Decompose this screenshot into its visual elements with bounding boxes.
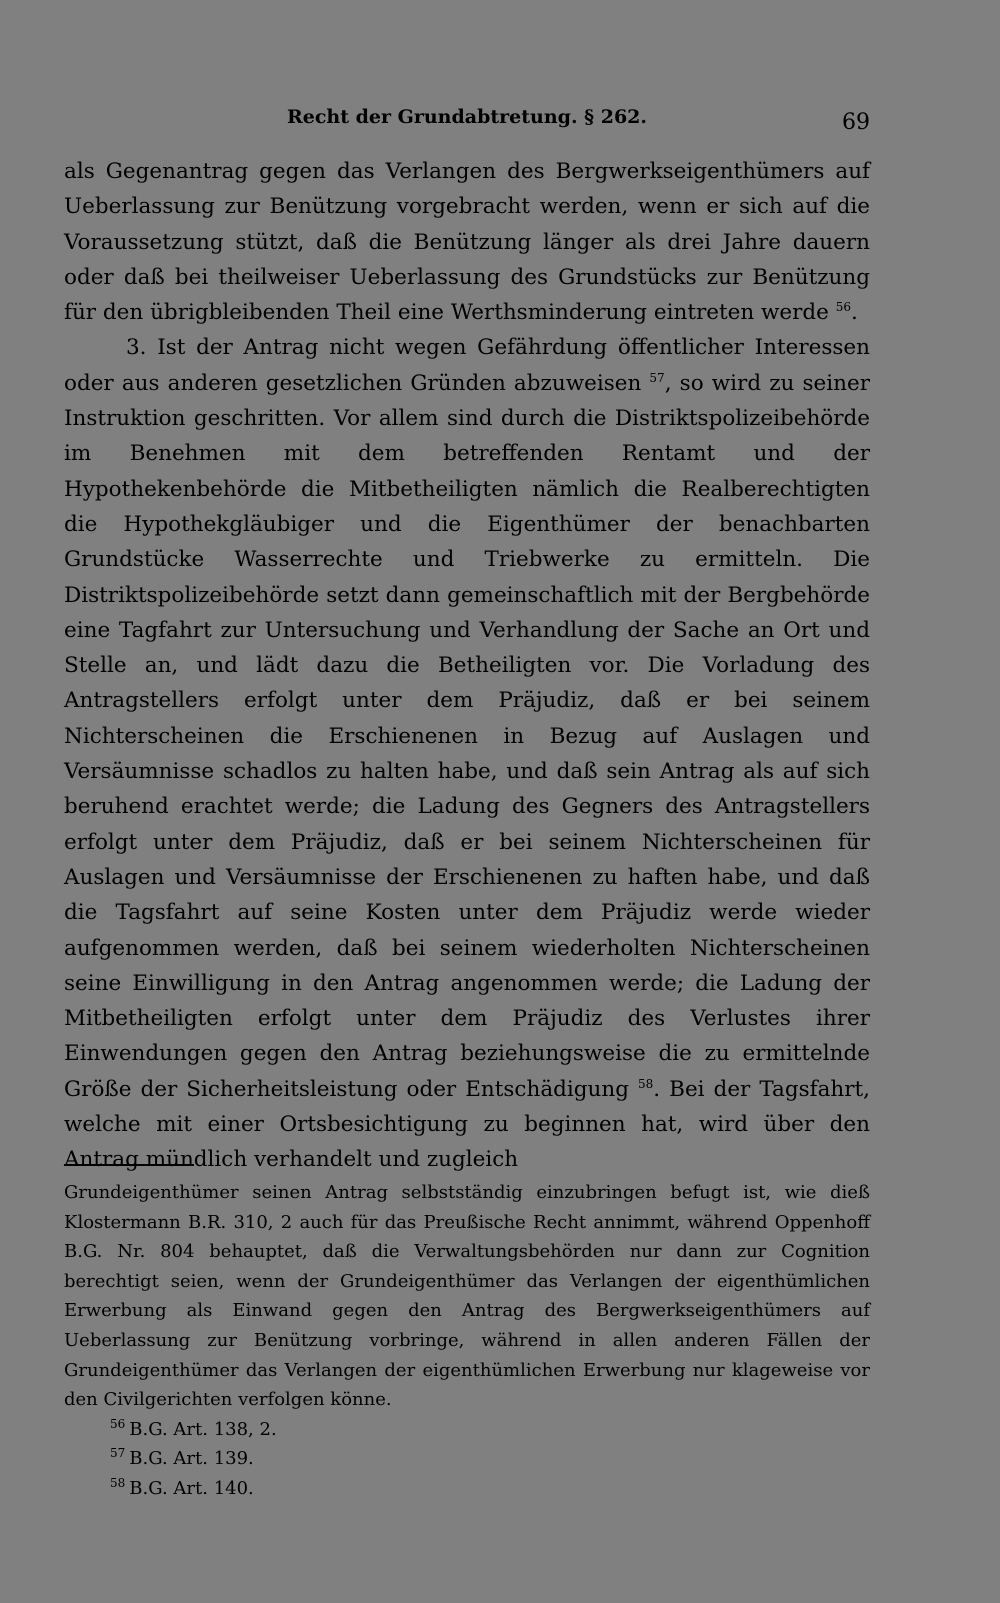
- footnote-number: 57: [110, 1446, 126, 1461]
- footnote-56: [64, 1415, 870, 1445]
- paragraph-2-text-c: . Bei der Tagsfahrt, welche mit einer Ortsbesichtigung zu beginnen hat, wird über den Antrag mündlich verhandelt und zugleich: [64, 1076, 870, 1173]
- paragraph-2-text-a: 3. Ist der Antrag nicht wegen Gefährdung öffentlicher Interessen oder aus anderen gesetzlichen Gründen abzuweisen: [64, 335, 870, 396]
- footnote-58: [64, 1474, 870, 1504]
- footnote-57: [64, 1444, 870, 1474]
- paragraph-1: [64, 154, 870, 330]
- footnote-number: 56: [110, 1416, 126, 1431]
- footnote-ref-56: 56: [835, 300, 852, 315]
- paragraph-2: [64, 330, 870, 1177]
- footnote-ref-57: 57: [649, 370, 665, 385]
- footnote-ref-58: 58: [638, 1076, 654, 1091]
- paragraph-2-text-b: , so wird zu seiner Instruktion geschritten. Vor allem sind durch die Distriktspolizeibehörde im Benehmen mit dem betreffenden Rentamt und der Hypothekenbehörde die Mitbetheiligten nämlich die Realberechtigten die Hypothekgläubiger und die Eigenthümer der benachbarten Grundstücke Wasserrechte und Triebwerke zu ermitteln. Die Distriktspolizeibehörde setzt dann gemeinschaftlich mit der Bergbehörde eine Tagfahrt zur Untersuchung und Verhandlung der Sache an Ort und Stelle an, und lädt dazu die Betheiligten vor. Die Vorladung des Antragstellers erfolgt unter dem Präjudiz, daß er bei seinem Nichterscheinen die Erschienenen in Bezug auf Auslagen und Versäumnisse schadlos zu halten habe, und daß sein Antrag als auf sich beruhend erachtet werde; die Ladung des Gegners des Antragstellers erfolgt unter dem Präjudiz, daß er bei seinem Nichterscheinen für Auslagen und Versäumnisse der Erschienenen zu haften habe, und daß die Tagsfahrt auf seine Kosten unter dem Präjudiz werde wieder aufgenommen werden, daß bei seinem wiederholten Nichterscheinen seine Einwilligung in den Antrag angenommen werde; die Ladung der Mitbetheiligten erfolgt unter dem Präjudiz des Verlustes ihrer Einwendungen gegen den Antrag beziehungsweise die zu ermittelnde Größe der Sicherheitsleistung oder Entschädigung: [64, 370, 870, 1102]
- footnote-text: B.G. Art. 139.: [129, 1448, 254, 1470]
- footnote-continuation: Grundeigenthümer seinen Antrag selbstständig einzubringen befugt ist, wie dieß Klostermann B.R. 310, 2 auch für das Preußische Recht annimmt, während Oppenhoff B.G. Nr. 804 behauptet, daß die Verwaltungsbehörden nur dann zur Cognition berechtigt seien, wenn der Grundeigenthümer das Verlangen der eigenthümlichen Erwerbung als Einwand gegen den Antrag des Bergwerkseigenthümers auf Ueberlassung zur Benützung vorbringe, während in allen anderen Fällen der Grundeigenthümer das Verlangen der eigenthümlichen Erwerbung nur klageweise vor den Civilgerichten verfolgen könne.: [64, 1182, 870, 1411]
- footnote-divider: [64, 1164, 194, 1166]
- main-text: [64, 154, 870, 1178]
- running-title: Recht der Grundabtretung. § 262.: [286, 106, 648, 128]
- footnotes: [64, 1178, 870, 1504]
- footnote-number: 58: [110, 1475, 126, 1490]
- paragraph-1-end: .: [851, 300, 858, 326]
- page-header: [64, 104, 870, 138]
- page-number: 69: [842, 110, 870, 135]
- footnote-text: B.G. Art. 138, 2.: [129, 1418, 277, 1440]
- footnote-text: B.G. Art. 140.: [129, 1477, 254, 1499]
- paragraph-1-text: als Gegenantrag gegen das Verlangen des Bergwerkseigenthümers auf Ueberlassung zur Benützung vorgebracht werden, wenn er sich auf die Voraussetzung stützt, daß die Benützung länger als drei Jahre dauern oder daß bei theilweiser Ueberlassung des Grundstücks zur Benützung für den übrigbleibenden Theil eine Werthsminderung eintreten werde: [64, 159, 870, 326]
